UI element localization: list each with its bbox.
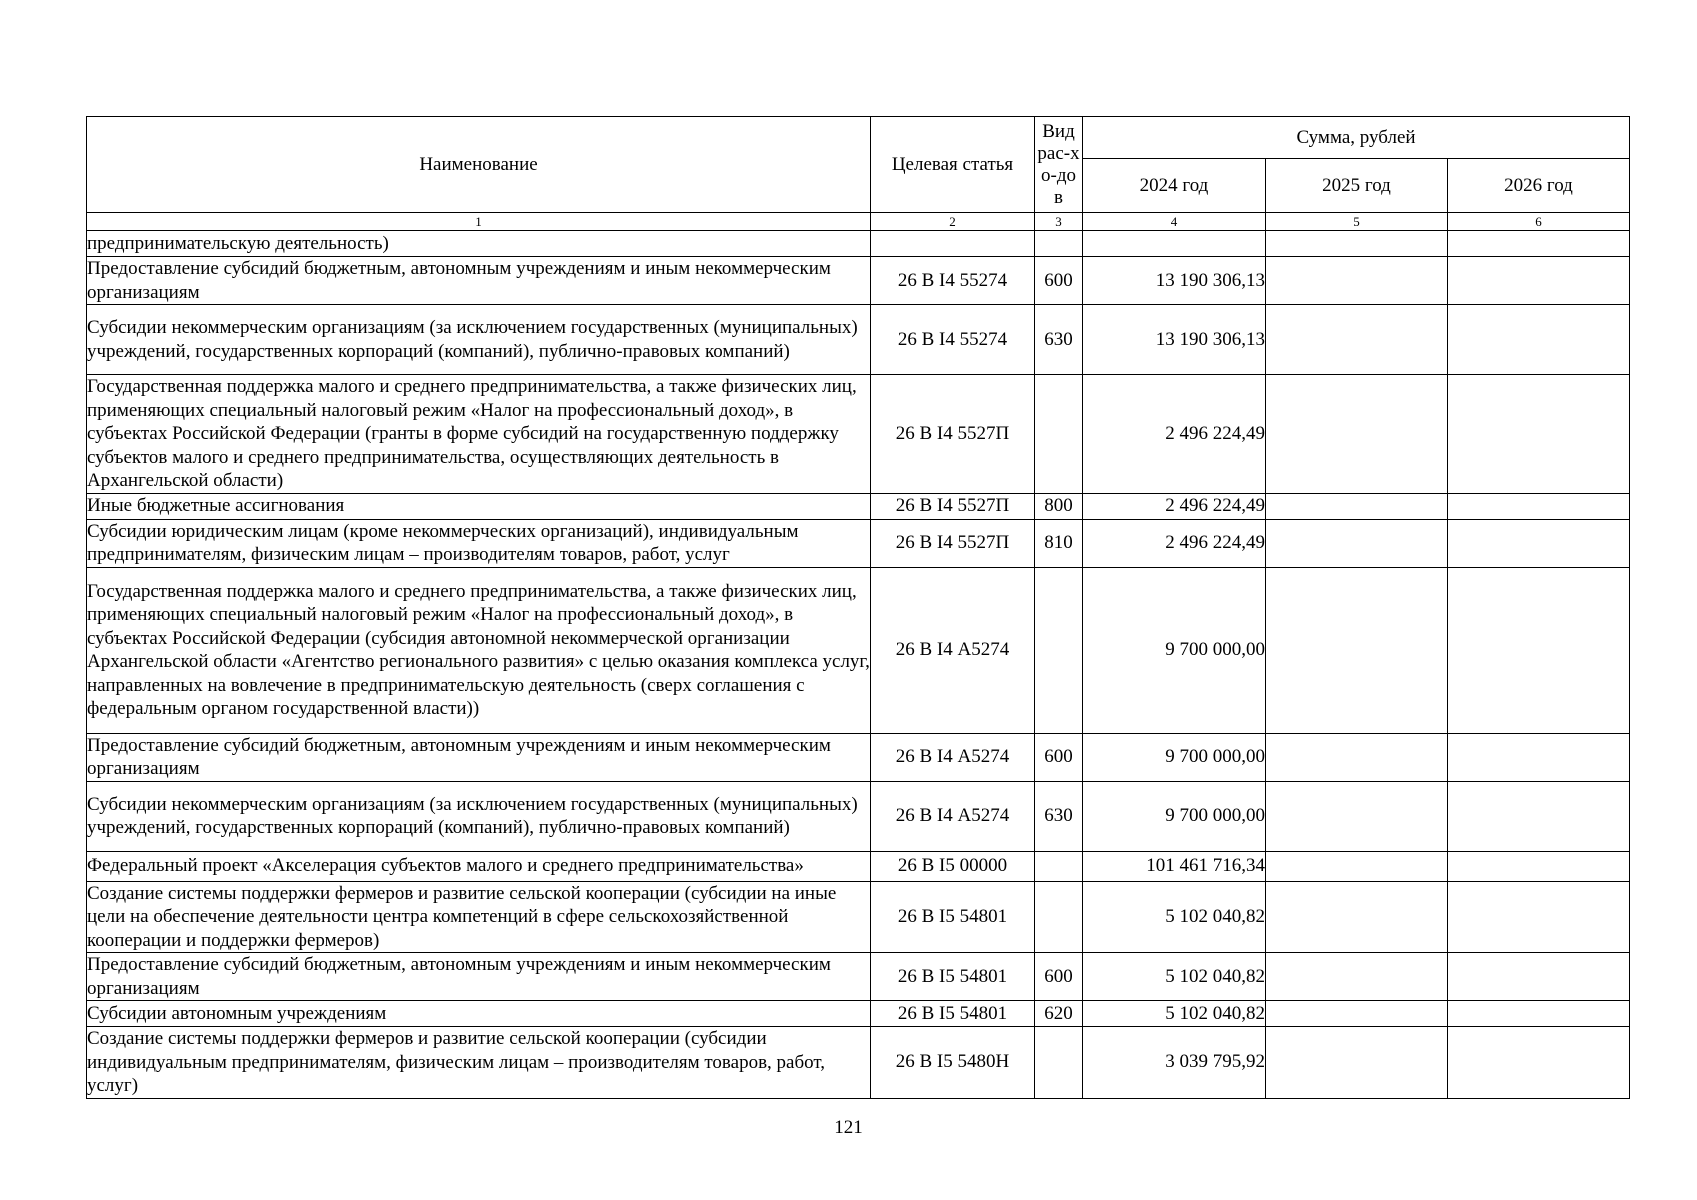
header-expense-type: Вид рас-хо-дов — [1035, 117, 1083, 213]
table-row — [87, 733, 1630, 781]
row-target-article: 26 В I4 55274 — [871, 257, 1035, 305]
row-amount-2025 — [1266, 781, 1448, 851]
row-expense-type — [1035, 1027, 1083, 1099]
row-expense-type: 800 — [1035, 493, 1083, 519]
row-name: Предоставление субсидий бюджетным, автономным учреждениям и иным некоммерческим организациям — [87, 257, 871, 305]
row-amount-2026 — [1448, 231, 1630, 257]
row-expense-type: 600 — [1035, 953, 1083, 1001]
row-amount-2024: 9 700 000,00 — [1083, 567, 1266, 733]
row-target-article: 26 В I4 А5274 — [871, 733, 1035, 781]
row-target-article: 26 В I4 5527П — [871, 493, 1035, 519]
row-amount-2025 — [1266, 1001, 1448, 1027]
column-number: 5 — [1266, 213, 1448, 231]
row-amount-2024: 5 102 040,82 — [1083, 953, 1266, 1001]
row-amount-2024: 13 190 306,13 — [1083, 257, 1266, 305]
row-name: Иные бюджетные ассигнования — [87, 493, 871, 519]
row-amount-2025 — [1266, 231, 1448, 257]
table-row — [87, 375, 1630, 494]
table-row — [87, 851, 1630, 881]
row-amount-2024: 13 190 306,13 — [1083, 305, 1266, 375]
row-amount-2025 — [1266, 953, 1448, 1001]
table-row — [87, 493, 1630, 519]
header-year-2025: 2025 год — [1266, 159, 1448, 213]
row-expense-type — [1035, 231, 1083, 257]
row-target-article: 26 В I5 54801 — [871, 953, 1035, 1001]
table-row — [87, 305, 1630, 375]
row-expense-type — [1035, 567, 1083, 733]
row-amount-2026 — [1448, 257, 1630, 305]
row-amount-2024: 101 461 716,34 — [1083, 851, 1266, 881]
row-target-article: 26 В I5 54801 — [871, 881, 1035, 953]
row-target-article — [871, 231, 1035, 257]
row-amount-2026 — [1448, 305, 1630, 375]
table-row — [87, 1001, 1630, 1027]
budget-table-container — [86, 116, 1629, 1099]
row-target-article: 26 В I5 54801 — [871, 1001, 1035, 1027]
row-name: Предоставление субсидий бюджетным, автономным учреждениям и иным некоммерческим организациям — [87, 953, 871, 1001]
column-numbers-row — [87, 213, 1630, 231]
column-number: 6 — [1448, 213, 1630, 231]
row-amount-2025 — [1266, 567, 1448, 733]
header-sum: Сумма, рублей — [1083, 117, 1630, 159]
row-amount-2026 — [1448, 493, 1630, 519]
row-amount-2025 — [1266, 733, 1448, 781]
row-expense-type: 630 — [1035, 305, 1083, 375]
row-amount-2026 — [1448, 953, 1630, 1001]
row-expense-type: 810 — [1035, 519, 1083, 567]
row-amount-2025 — [1266, 881, 1448, 953]
row-expense-type — [1035, 851, 1083, 881]
row-name: Создание системы поддержки фермеров и развитие сельской кооперации (субсидии на иные цели на обеспечение деятельности центра компетенций в сфере сельскохозяйственной кооперации и поддержки фермеров) — [87, 881, 871, 953]
row-name: предпринимательскую деятельность) — [87, 231, 871, 257]
row-amount-2025 — [1266, 493, 1448, 519]
row-amount-2025 — [1266, 519, 1448, 567]
row-target-article: 26 В I4 5527П — [871, 519, 1035, 567]
table-row — [87, 881, 1630, 953]
row-amount-2024: 9 700 000,00 — [1083, 733, 1266, 781]
row-name: Субсидии некоммерческим организациям (за исключением государственных (муниципальных) учреждений, государственных корпораций (компаний), публично-правовых компаний) — [87, 305, 871, 375]
column-number: 4 — [1083, 213, 1266, 231]
row-amount-2024: 2 496 224,49 — [1083, 519, 1266, 567]
row-expense-type: 600 — [1035, 733, 1083, 781]
row-target-article: 26 В I4 55274 — [871, 305, 1035, 375]
row-expense-type: 630 — [1035, 781, 1083, 851]
row-amount-2026 — [1448, 1001, 1630, 1027]
row-amount-2024: 2 496 224,49 — [1083, 493, 1266, 519]
row-amount-2026 — [1448, 1027, 1630, 1099]
table-row — [87, 567, 1630, 733]
row-amount-2026 — [1448, 733, 1630, 781]
row-amount-2026 — [1448, 567, 1630, 733]
row-target-article: 26 В I5 00000 — [871, 851, 1035, 881]
budget-table — [86, 116, 1630, 1099]
page-number: 121 — [834, 1117, 863, 1138]
row-amount-2026 — [1448, 375, 1630, 494]
row-name: Федеральный проект «Акселерация субъектов малого и среднего предпринимательства» — [87, 851, 871, 881]
header-target-article — [871, 117, 1035, 213]
row-expense-type — [1035, 881, 1083, 953]
column-number: 3 — [1035, 213, 1083, 231]
row-amount-2026 — [1448, 881, 1630, 953]
header-name: Наименование — [87, 117, 871, 213]
row-amount-2025 — [1266, 1027, 1448, 1099]
table-row — [87, 781, 1630, 851]
table-row — [87, 953, 1630, 1001]
row-amount-2026 — [1448, 851, 1630, 881]
row-target-article: 26 В I5 5480Н — [871, 1027, 1035, 1099]
column-number: 2 — [871, 213, 1035, 231]
row-amount-2025 — [1266, 257, 1448, 305]
row-expense-type — [1035, 375, 1083, 494]
row-name: Государственная поддержка малого и среднего предпринимательства, а также физических лиц, применяющих специальный налоговый режим «Налог на профессиональный доход», в субъектах Российской Федерации (гранты в форме субсидий на государственную поддержку субъектов малого и среднего предпринимательства, осуществляющих деятельность в Архангельской области) — [87, 375, 871, 494]
row-name: Субсидии некоммерческим организациям (за исключением государственных (муниципальных) учреждений, государственных корпораций (компаний), публично-правовых компаний) — [87, 781, 871, 851]
row-amount-2024: 2 496 224,49 — [1083, 375, 1266, 494]
row-amount-2024 — [1083, 231, 1266, 257]
row-amount-2025 — [1266, 851, 1448, 881]
row-amount-2026 — [1448, 519, 1630, 567]
header-year-2024: 2024 год — [1083, 159, 1266, 213]
table-row — [87, 257, 1630, 305]
table-row — [87, 1027, 1630, 1099]
column-number: 1 — [87, 213, 871, 231]
table-row — [87, 231, 1630, 257]
row-amount-2024: 9 700 000,00 — [1083, 781, 1266, 851]
row-amount-2024: 5 102 040,82 — [1083, 881, 1266, 953]
table-body — [87, 231, 1630, 1099]
row-amount-2024: 3 039 795,92 — [1083, 1027, 1266, 1099]
header-target-article-label: Целевая статья — [891, 153, 1014, 175]
row-name: Государственная поддержка малого и среднего предпринимательства, а также физических лиц, применяющих специальный налоговый режим «Налог на профессиональный доход», в субъектах Российской Федерации (субсидия автономной некоммерческой организации Архангельской области «Агентство регионального развития» с целью оказания комплекса услуг, направленных на вовлечение в предпринимательскую деятельность (сверх соглашения с федеральным органом государственной власти)) — [87, 567, 871, 733]
row-amount-2026 — [1448, 781, 1630, 851]
row-target-article: 26 В I4 А5274 — [871, 781, 1035, 851]
row-amount-2024: 5 102 040,82 — [1083, 1001, 1266, 1027]
row-amount-2025 — [1266, 375, 1448, 494]
row-name: Создание системы поддержки фермеров и развитие сельской кооперации (субсидии индивидуальным предпринимателям, физическим лицам – производителям товаров, работ, услуг) — [87, 1027, 871, 1099]
row-amount-2025 — [1266, 305, 1448, 375]
row-name: Субсидии юридическим лицам (кроме некоммерческих организаций), индивидуальным предпринимателям, физическим лицам – производителям товаров, работ, услуг — [87, 519, 871, 567]
header-year-2026: 2026 год — [1448, 159, 1630, 213]
row-expense-type: 600 — [1035, 257, 1083, 305]
table-row — [87, 519, 1630, 567]
row-expense-type: 620 — [1035, 1001, 1083, 1027]
row-name: Субсидии автономным учреждениям — [87, 1001, 871, 1027]
row-name: Предоставление субсидий бюджетным, автономным учреждениям и иным некоммерческим организациям — [87, 733, 871, 781]
row-target-article: 26 В I4 5527П — [871, 375, 1035, 494]
row-target-article: 26 В I4 А5274 — [871, 567, 1035, 733]
